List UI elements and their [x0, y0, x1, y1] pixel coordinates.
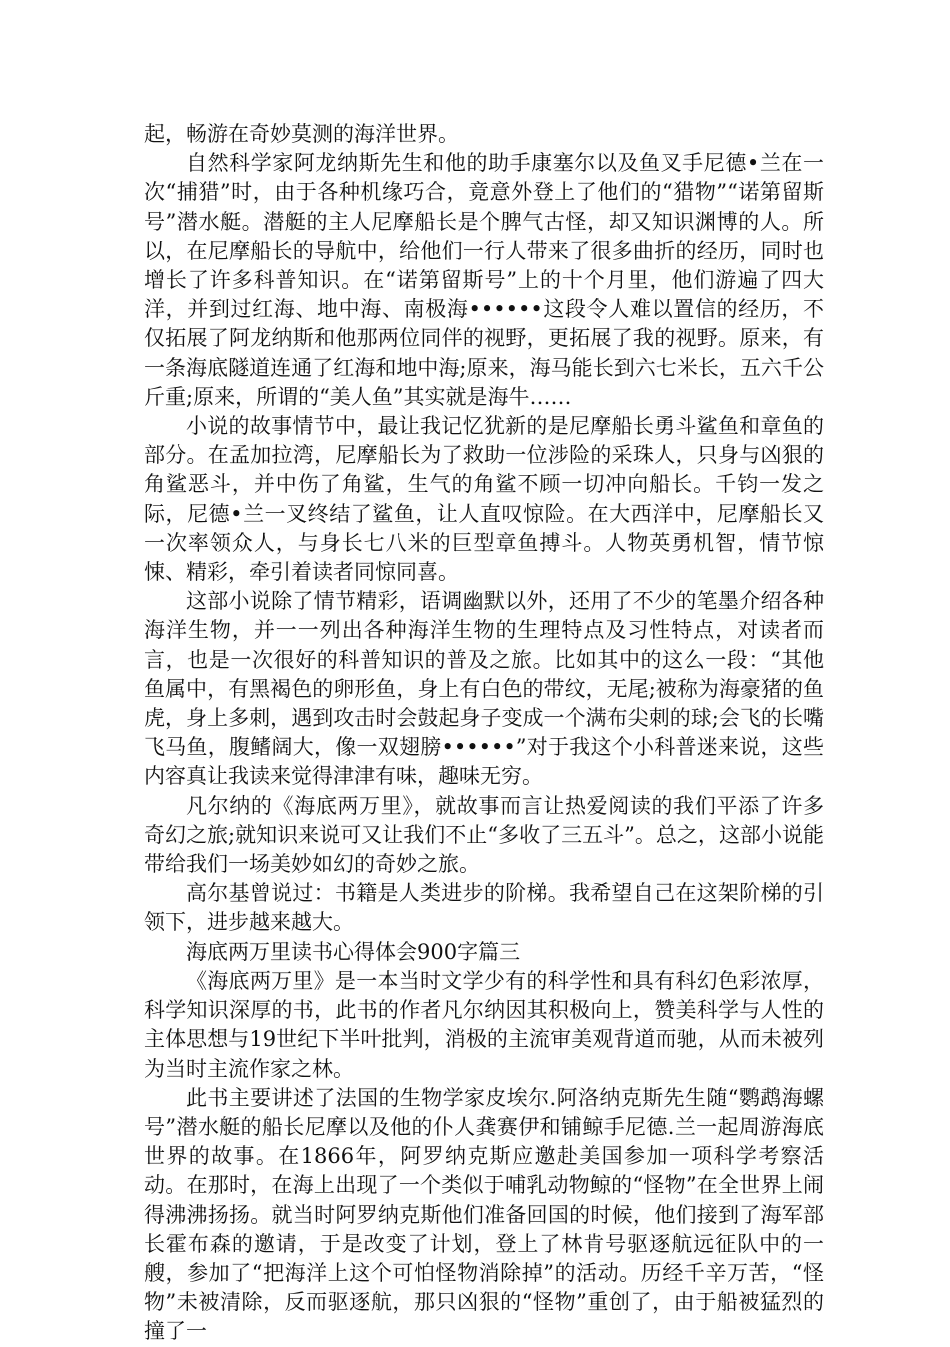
paragraph-6: 高尔基曾说过：书籍是人类进步的阶梯。我希望自己在这架阶梯的引领下，进步越来越大。 — [144, 881, 824, 935]
section-heading: 海底两万里读书心得体会900字篇三 — [186, 939, 521, 964]
document-body — [144, 120, 824, 1347]
paragraph-8: 此书主要讲述了法国的生物学家皮埃尔.阿洛纳克斯先生随“鹦鹉海螺号”潜水艇的船长尼摩以及他的仆人龚赛伊和铺鲸手尼德.兰一起周游海底世界的故事。在1866年，阿罗纳克斯应邀赴美国参加一项科学考察活动。在那时，在海上出现了一个类似于哺乳动物鲸的“怪物”在全世界上闹得沸沸扬扬。就当时阿罗纳克斯他们准备回国的时候，他们接到了海军部长霍布森的邀请，于是改变了计划，登上了林肯号驱逐航远征队中的一艘，参加了“把海洋上这个可怕怪物消除掉”的活动。历经千辛万苦，“怪物”未被清除，反而驱逐航，那只凶狠的“怪物”重创了，由于船被猛烈的撞了一 — [144, 1085, 824, 1344]
paragraph-1: 起，畅游在奇妙莫测的海洋世界。 — [144, 122, 459, 146]
paragraph-3: 小说的故事情节中，最让我记忆犹新的是尼摩船长勇斗鲨鱼和章鱼的部分。在孟加拉湾，尼摩船长为了救助一位涉险的采珠人，只身与凶狠的角鲨恶斗，并中伤了角鲨，生气的角鲨不顾一切冲向船长。千钧一发之际，尼德•兰一叉终结了鲨鱼，让人直叹惊险。在大西洋中，尼摩船长又一次率领众人，与身长七八米的巨型章鱼搏斗。人物英勇机智，情节惊悚、精彩，牵引着读者同惊同喜。 — [144, 414, 824, 585]
paragraph-7: 《海底两万里》是一本当时文学少有的科学性和具有科幻色彩浓厚，科学知识深厚的书，此书的作者凡尔纳因其积极向上，赞美科学与人性的主体思想与19世纪下半叶批判，消极的主流审美观背道而驰，从而未被列为当时主流作家之林。 — [144, 968, 824, 1081]
paragraph-2: 自然科学家阿龙纳斯先生和他的助手康塞尔以及鱼叉手尼德•兰在一次“捕猎”时，由于各种机缘巧合，竟意外登上了他们的“猎物”“诺第留斯号”潜水艇。潜艇的主人尼摩船长是个脾气古怪，却又知识渊博的人。所以，在尼摩船长的导航中，给他们一行人带来了很多曲折的经历，同时也增长了许多科普知识。在“诺第留斯号”上的十个月里，他们游遍了四大洋，并到过红海、地中海、南极海••••••这段令人难以置信的经历，不仅拓展了阿龙纳斯和他那两位同伴的视野，更拓展了我的视野。原来，有一条海底隧道连通了红海和地中海;原来，海马能长到六七米长，五六千公斤重;原来，所谓的“美人鱼”其实就是海牛…… — [144, 151, 824, 409]
paragraph-4: 这部小说除了情节精彩，语调幽默以外，还用了不少的笔墨介绍各种海洋生物，并一一列出各种海洋生物的生理特点及习性特点，对读者而言，也是一次很好的科普知识的普及之旅。比如其中的这么一段：“其他鱼属中，有黑褐色的卵形鱼，身上有白色的带纹，无尾;被称为海豪猪的鱼虎，身上多刺，遇到攻击时会鼓起身子变成一个满布尖刺的球;会飞的长嘴飞马鱼，腹鳍阔大，像一双翅膀••••••”对于我这个小科普迷来说，这些内容真让我读来觉得津津有味，趣味无穷。 — [144, 589, 824, 789]
paragraph-5: 凡尔纳的《海底两万里》，就故事而言让热爱阅读的我们平添了许多奇幻之旅;就知识来说可又让我们不止“多收了三五斗”。总之，这部小说能带给我们一场美妙如幻的奇妙之旅。 — [144, 793, 824, 877]
